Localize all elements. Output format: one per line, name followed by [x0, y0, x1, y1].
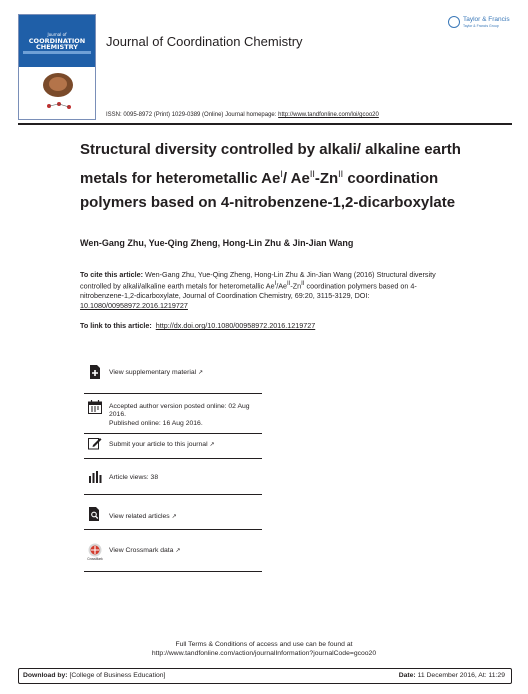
- title-sup: II: [338, 169, 344, 179]
- publisher-logo-icon: [448, 16, 460, 28]
- citation-sup: I: [274, 280, 277, 287]
- journal-homepage-link[interactable]: http://www.tandfonline.com/loi/gcoo20: [278, 112, 379, 118]
- publisher-logo[interactable]: [448, 14, 510, 34]
- download-bar: [18, 668, 512, 684]
- doi-link[interactable]: 10.1080/00958972.2016.1219727: [80, 300, 188, 310]
- bar-chart-icon: [88, 470, 102, 484]
- external-link-icon: ↗: [198, 370, 204, 376]
- date-value: 11 December 2016, At: 11:29: [415, 672, 505, 679]
- download-by: [23, 672, 165, 679]
- action-label-text: View Crossmark data: [109, 547, 174, 554]
- external-link-icon: ↗: [171, 514, 177, 520]
- action-label: Article views: 38: [109, 474, 159, 481]
- cover-title-line3: CHEMISTRY: [35, 43, 78, 51]
- action-label: [109, 513, 269, 521]
- citation-sup: II: [287, 280, 291, 287]
- title-sup: II: [309, 169, 315, 179]
- action-label-text: View related articles: [109, 513, 170, 520]
- crossmark-caption: CrossMark: [87, 557, 103, 561]
- citation-block: [80, 270, 450, 311]
- view-related-articles[interactable]: [84, 495, 262, 530]
- cover-title: [21, 32, 93, 50]
- cover-band: [23, 51, 91, 54]
- crossmark-icon: [87, 543, 103, 561]
- article-link-line: [80, 321, 315, 330]
- download-label: Download by:: [23, 672, 68, 679]
- article-title: [80, 138, 490, 215]
- download-value: [College of Business Education]: [67, 672, 166, 679]
- published-date-text: Published online: 16 Aug 2016.: [109, 419, 203, 427]
- accepted-date-text: Accepted author version posted online: 02 Aug 2016.: [109, 403, 250, 419]
- title-part: -Zn: [314, 170, 339, 187]
- date-label: Date:: [398, 672, 416, 679]
- submit-article-link[interactable]: [84, 434, 262, 459]
- title-part: / Ae: [282, 170, 310, 187]
- action-label-text: View supplementary material: [109, 369, 197, 376]
- action-label: [109, 547, 269, 555]
- article-doi-url[interactable]: http://dx.doi.org/10.1080/00958972.2016.1219727: [155, 321, 316, 330]
- issn-text: ISSN: 0095-8972 (Print) 1029-0389 (Online) Journal homepage:: [106, 112, 279, 118]
- citation-text: coordination polymers based on 4-nitrobenzene-1,2-dicarboxylate, Journal of Coordination Chemistry, 69:20, 3115-3129, DOI:: [80, 281, 417, 300]
- publisher-name: Taylor & Francis: [463, 16, 510, 23]
- citation-label: To cite this article:: [80, 270, 143, 279]
- cover-title-line2: COORDINATION: [28, 37, 86, 45]
- article-views: [84, 459, 262, 495]
- action-label: [109, 369, 269, 377]
- external-link-icon: ↗: [175, 548, 181, 554]
- publisher-subname: Taylor & Francis Group: [463, 24, 499, 28]
- journal-title[interactable]: Journal of Coordination Chemistry: [106, 34, 303, 49]
- footer-line1: Full Terms & Conditions of access and use can be found at: [175, 641, 353, 648]
- cover-title-line1: Journal of: [47, 32, 67, 37]
- footer-terms: [0, 640, 528, 658]
- plus-document-icon: [88, 365, 102, 379]
- view-crossmark-data[interactable]: [84, 530, 262, 572]
- search-document-icon: [88, 507, 102, 521]
- issn-line: [106, 112, 379, 118]
- action-label: [109, 403, 264, 428]
- cover-image-highlight: [49, 77, 67, 91]
- citation-sup: II: [301, 280, 305, 287]
- title-sup: I: [280, 169, 283, 179]
- article-dates: [84, 394, 262, 434]
- cover-header: [19, 15, 95, 67]
- article-authors: Wen-Gang Zhu, Yue-Qing Zheng, Hong-Lin Zhu & Jin-Jian Wang: [80, 238, 354, 248]
- journal-cover: [18, 14, 96, 120]
- citation-text: -Zn: [290, 281, 302, 291]
- download-date: [399, 672, 505, 679]
- header-divider: [18, 123, 512, 125]
- action-label-text: Submit your article to this journal: [109, 441, 208, 448]
- cover-molecule-icon: [39, 101, 79, 111]
- calendar-icon: [88, 400, 102, 414]
- footer-terms-url[interactable]: http://www.tandfonline.com/action/journalInformation?journalCode=gcoo20: [151, 650, 377, 657]
- citation-text: /Ae: [276, 281, 288, 291]
- citation-text: Wen-Gang Zhu, Yue-Qing Zheng, Hong-Lin Zhu & Jin-Jian Wang (2016) Structural diversity controlled by alkali/alkaline earth metals for heterometallic Ae: [80, 270, 436, 291]
- external-link-icon: ↗: [209, 442, 215, 448]
- action-label: [109, 441, 269, 449]
- edit-icon: [88, 436, 102, 450]
- view-supplementary-material[interactable]: [84, 358, 262, 394]
- title-part: Structural diversity controlled by alkali/ alkaline earth metals for heterometallic Ae: [80, 141, 461, 187]
- link-label: To link to this article:: [80, 321, 152, 330]
- title-part: coordination polymers based on 4-nitrobenzene-1,2-dicarboxylate: [80, 170, 456, 211]
